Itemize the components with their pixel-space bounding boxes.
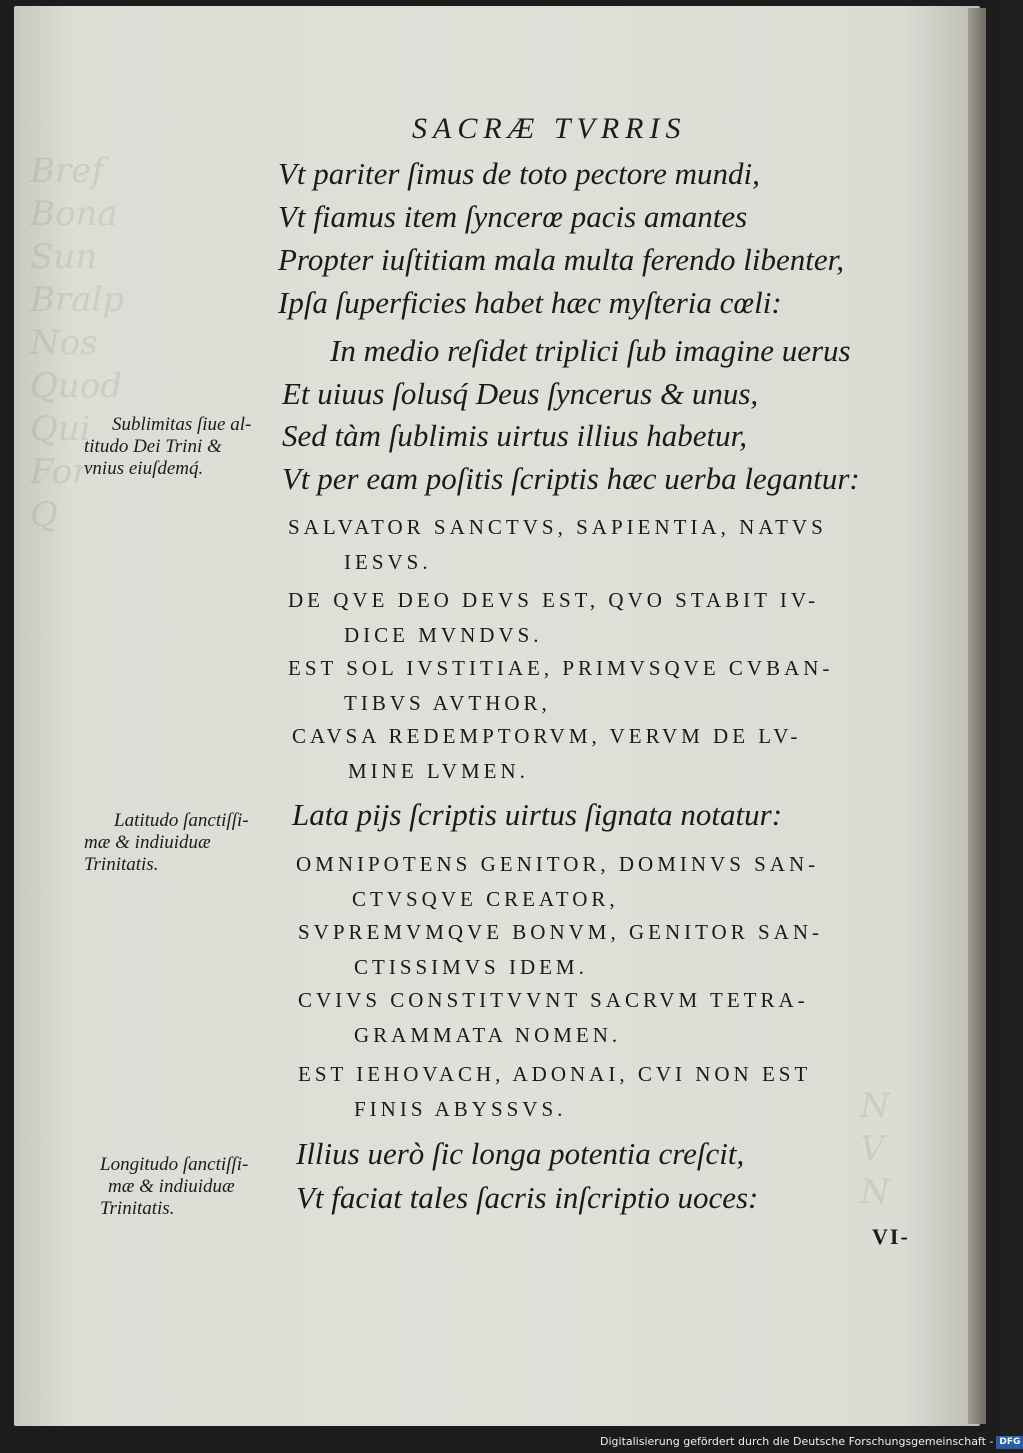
show-through-bottom: N V N <box>860 1086 890 1212</box>
caps-entry <box>298 1057 811 1127</box>
caps-entry <box>298 915 823 985</box>
margin-note-line: mæ & indiuiduæ <box>84 832 211 853</box>
verse-line: Et uiuus ſolusq́ Deus ſyncerus & unus, <box>282 376 759 411</box>
margin-note-line: Trinitatis. <box>84 854 159 875</box>
margin-note-latitudo <box>84 810 284 876</box>
caps-entry <box>292 719 801 789</box>
verse-line: Vt pariter ſimus de toto pectore mundi, <box>278 156 760 191</box>
margin-note-line: Longitudo ſanctiſſi- <box>100 1154 249 1175</box>
credit-text: Digitalisierung gefördert durch die Deutsche Forschungsgemeinschaft - <box>600 1435 994 1448</box>
margin-note-line: titudo Dei Trini & <box>84 436 222 457</box>
caps-line: CVIVS CONSTITVVNT SACRVM TETRA- <box>298 988 809 1012</box>
verse-line: Ipſa ſuperficies habet hæc myſteria cœli: <box>278 285 782 320</box>
caps-line: EST SOL IVSTITIAE, PRIMVSQVE CVBAN- <box>288 656 834 680</box>
caps-line: CTISSIMVS IDEM. <box>354 955 588 979</box>
caps-line: DE QVE DEO DEVS EST, QVO STABIT IV- <box>288 588 820 612</box>
digitization-credit <box>600 1433 1021 1451</box>
verse-line: Sed tàm ſublimis uirtus illius habetur, <box>282 418 748 453</box>
caps-line: FINIS ABYSSVS. <box>354 1097 567 1121</box>
caps-line: DICE MVNDVS. <box>344 623 543 647</box>
running-title: SACRÆ TVRRIS <box>412 112 687 145</box>
caps-entry <box>288 510 827 580</box>
caps-line: GRAMMATA NOMEN. <box>354 1023 622 1047</box>
verse-line: Illius uerò ſic longa potentia creſcit, <box>296 1136 745 1171</box>
margin-note-sublimitas <box>84 414 274 480</box>
margin-note-line: vnius eiuſdemq́. <box>84 458 204 479</box>
margin-note-line: mæ & indiuiduæ <box>108 1176 235 1197</box>
caps-line: OMNIPOTENS GENITOR, DOMINVS SAN- <box>296 852 820 876</box>
caps-line: CTVSQVE CREATOR, <box>352 887 619 911</box>
caps-line: CAVSA REDEMPTORVM, VERVM DE LV- <box>292 724 802 748</box>
verse-line: In medio reſidet triplici ſub imagine uerus <box>330 333 851 368</box>
verse-line: Lata pijs ſcriptis uirtus ſignata notatur: <box>292 797 783 832</box>
caps-entry <box>296 847 819 917</box>
caps-entry <box>288 651 833 721</box>
caps-line: IESVS. <box>344 550 432 574</box>
caps-line: EST IEHOVACH, ADONAI, CVI NON EST <box>298 1062 812 1086</box>
verse-line: Vt fiamus item ſyncerœ pacis amantes <box>278 199 748 234</box>
caps-line: TIBVS AVTHOR, <box>344 691 551 715</box>
caps-entry <box>288 583 819 653</box>
show-through-left: Bref Bona Sun Bralp Nos Quod Qui For Q <box>30 151 125 535</box>
margin-note-longitudo <box>100 1154 290 1220</box>
caps-line: SALVATOR SANCTVS, SAPIENTIA, NATVS <box>288 515 827 539</box>
caps-line: SVPREMVMQVE BONVM, GENITOR SAN- <box>298 920 823 944</box>
page-edge <box>968 8 986 1424</box>
margin-note-line: Trinitatis. <box>100 1198 175 1219</box>
caps-entry <box>298 983 809 1053</box>
caps-line: MINE LVMEN. <box>348 759 529 783</box>
margin-note-line: Latitudo ſanctiſſi- <box>114 810 249 831</box>
verse-line: Vt faciat tales ſacris inſcriptio uoces: <box>296 1180 759 1215</box>
verse-line: Propter iuſtitiam mala multa ferendo libenter, <box>278 242 844 277</box>
verse-line: Vt per eam poſitis ſcriptis hæc uerba legantur: <box>282 461 860 496</box>
catchword: VI- <box>872 1224 910 1249</box>
dfg-logo: DFG <box>996 1436 1023 1449</box>
margin-note-line: Sublimitas ſiue al- <box>112 414 252 435</box>
